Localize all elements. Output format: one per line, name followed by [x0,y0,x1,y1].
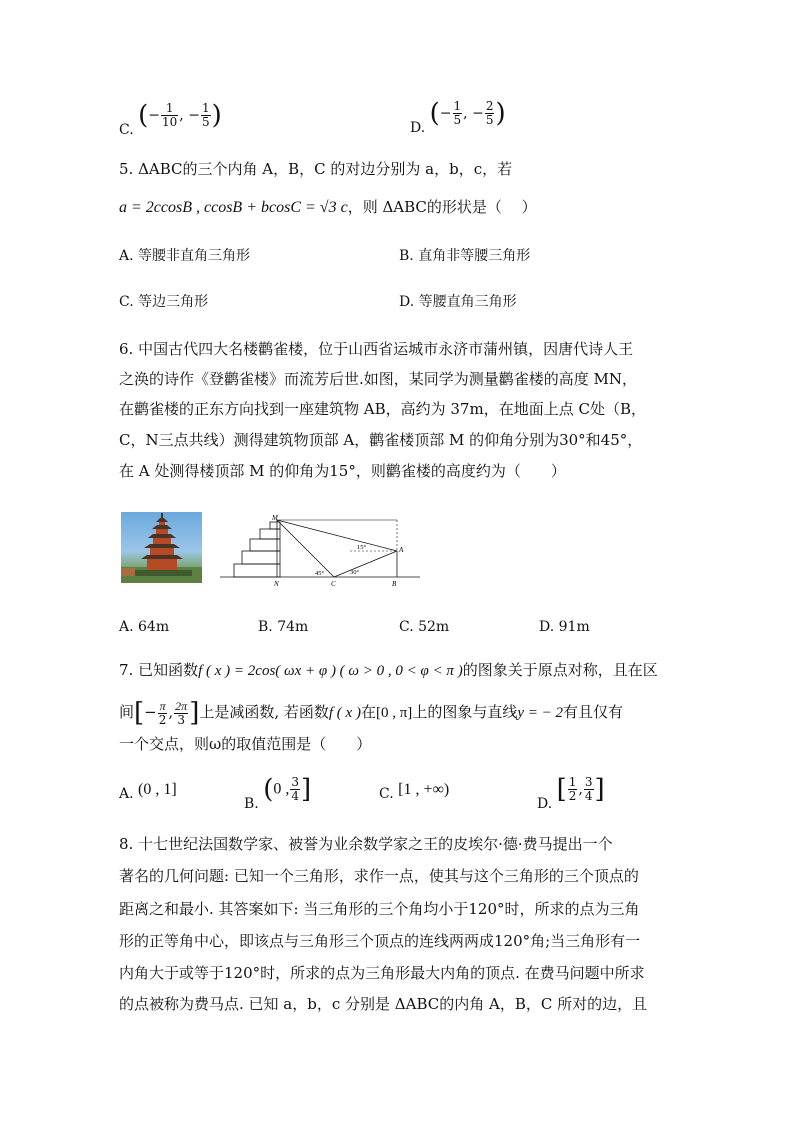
fraction: $\frac{2}{5}$ [485,99,494,127]
angle-45: 45° [315,570,325,577]
q8-stem-line6: 的点被称为费马点. 已知 a，b，c 分别是 ΔABC的内角 A，B，C 所对的边，且 [119,995,648,1013]
label-b: B [392,580,397,588]
q5-formula: a = 2ccosB , ccosB + bcosC = √3 c [119,199,348,216]
fraction: $\frac{1}{5}$ [201,101,210,129]
paren-open: ( [429,98,440,129]
q8-stem-line2: 著名的几何问题: 已知一个三角形，求作一点，使其与这个三角形的三个顶点的 [119,867,639,885]
q4-option-c-label: C. [119,121,134,138]
q7-option-c[interactable]: C. [1 , +∞) [379,781,450,802]
q6-stem-line1: 6. 中国古代四大名楼鹳雀楼，位于山西省运城市永济市蒲州镇，因唐代诗人王 [119,340,634,358]
q7-function: f ( x ) = 2cos( ωx + φ ) ( ω > 0 , 0 < φ < π ) [198,663,463,679]
q6-stem-line5: 在 A 处测得楼顶部 M 的仰角为15°，则鹳雀楼的高度约为（ ） [119,462,566,480]
q4-option-d-label: D. [410,119,426,136]
q4-option-c[interactable]: C. (− $\frac{1}{10}$ , − $\frac{1}{5}$ ) [119,100,222,138]
diagram-svg [220,512,420,592]
q6-option-a[interactable]: A. 64m [119,619,170,635]
q8-stem-line5: 内角大于或等于120°时，所求的点为三角形最大内角的顶点. 在费马问题中所求 [119,964,645,982]
q7-option-d[interactable]: D. [ $\frac{1}{2}$ , $\frac{3}{4}$ ] [537,774,605,812]
label-c: C [331,580,336,588]
fraction: $\frac{1}{10}$ [162,101,178,129]
label-a: A [399,546,404,554]
tower-photo [121,512,202,583]
fraction: $\frac{1}{5}$ [453,99,462,127]
q5-stem-tail: ，则 ΔABC的形状是（ ） [347,198,537,216]
fraction: $\frac{3}{4}$ [584,775,593,803]
q6-stem-line3: 在鹳雀楼的正东方向找到一座建筑物 AB，高约为 37m，在地面上点 C处（B， [119,400,646,418]
paren-close: ) [495,98,506,129]
paren-close: ) [211,100,222,131]
fraction: $\frac{1}{2}$ [568,775,577,803]
angle-15: 15° [357,544,367,551]
q7-option-b[interactable]: B. (0 , $\frac{3}{4}$ ] [244,774,312,812]
q6-stem-line4: C，N三点共线）测得建筑物顶部 A，鹳雀楼顶部 M 的仰角分别为30°和45°， [119,431,643,449]
q8-stem-line1: 8. 十七世纪法国数学家、被誉为业余数学家之王的皮埃尔·德·费马提出一个 [119,835,613,853]
q6-option-c[interactable]: C. 52m [399,619,450,635]
q5-option-c[interactable]: C. 等边三角形 [119,294,209,310]
q6-option-d[interactable]: D. 91m [539,619,590,635]
q5-option-b[interactable]: B. 直角非等腰三角形 [399,248,531,264]
q5-option-d[interactable]: D. 等腰直角三角形 [399,294,517,310]
q5-option-a[interactable]: A. 等腰非直角三角形 [119,248,251,264]
q4-option-d[interactable]: D. (− $\frac{1}{5}$ , − $\frac{2}{5}$ ) [410,98,506,136]
q5-stem-line2 [119,196,537,219]
q6-option-b[interactable]: B. 74m [258,619,309,635]
q7-stem-line1: 7. 已知函数f ( x ) = 2cos( ωx + φ ) ( ω > 0 , 0 < φ < π )的图象关于原点对称，且在区 [119,661,658,679]
paren-open: ( [138,100,149,131]
label-m: M [272,514,278,522]
angle-30: 30° [350,569,360,576]
fraction: $\frac{\pi}{2}$ [158,698,167,727]
fraction: $\frac{3}{4}$ [291,775,299,803]
q7-stem-line2: 间[− $\frac{\pi}{2}$ , $\frac{2\pi}{3}$ ]上是减函数, 若函数f ( x )在[0 , π]上的图象与直线y = − 2有且仅有 [119,698,623,728]
measurement-diagram [220,512,420,592]
q8-stem-line3: 距离之和最小. 其答案如下: 当三角形的三个角均小于120°时，所求的点为三角 [119,900,640,918]
q7-option-a[interactable]: A. (0 , 1] [119,781,177,802]
neg: − [148,107,161,124]
label-n: N [274,580,279,588]
q7-stem-line3: 一个交点，则ω的取值范围是（ ） [119,735,372,753]
q6-stem-line2: 之涣的诗作《登鹳雀楼》而流芳后世.如图，某同学为测量鹳雀楼的高度 MN， [119,370,638,388]
q5-stem-line1: 5. ΔABC的三个内角 A，B，C 的对边分别为 a，b，c，若 [119,160,513,178]
fraction: $\frac{2\pi}{3}$ [175,698,188,727]
pagoda-image [121,512,202,583]
q8-stem-line4: 形的正等角中心，即该点与三角形三个顶点的连线两两成120°角;当三角形有一 [119,932,641,950]
